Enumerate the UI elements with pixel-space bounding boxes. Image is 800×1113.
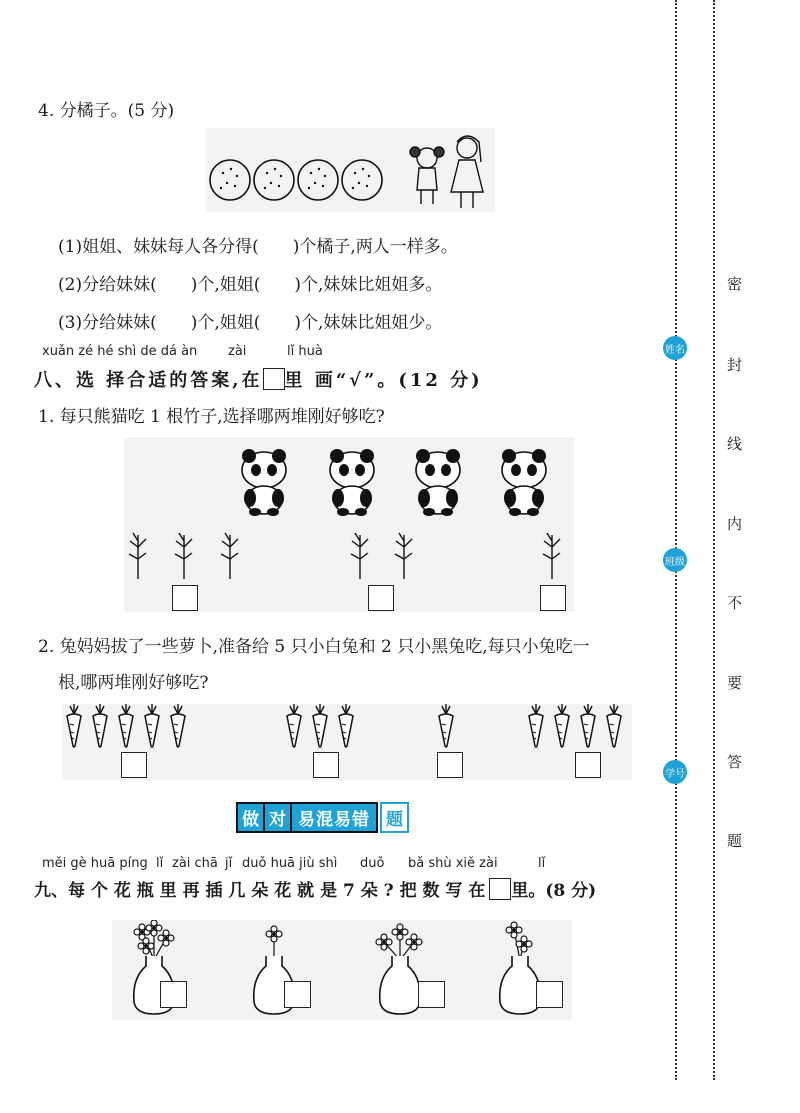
carrot-icon [607,704,621,747]
carrot-icon [313,704,327,747]
q4-line2: (2)分给妹妹( )个,姐姐( )个,妹妹比姐姐多。 [58,275,443,295]
s9-pinyin-6: duǒ [360,856,385,871]
carrot-icon [171,704,185,747]
s9-pinyin-8: lǐ [538,856,546,871]
s9-title [34,876,596,901]
carrot-icon [529,704,543,747]
s8-q2-line2: 根,哪两堆刚好够吃? [58,673,209,693]
carrot-icon [119,704,133,747]
s8-q2-line1: 2. 兔妈妈拔了一些萝卜,准备给 5 只小白兔和 2 只小黑兔吃,每只小兔吃一 [38,637,590,657]
carrot-choice-box-2[interactable] [313,752,339,778]
s8-pinyin-3: lǐ huà [287,344,323,359]
carrot-icon [145,704,159,747]
bamboo-icon [351,533,368,579]
carrot-icon [67,704,81,747]
bamboo-choice-box-1[interactable] [172,585,198,611]
panda-icon [416,449,460,516]
s8-q1: 1. 每只熊猫吃 1 根竹子,选择哪两堆刚好够吃? [38,407,385,427]
vase-answer-box-3[interactable] [418,981,445,1008]
bamboo-icon [129,533,146,579]
margin-mark-3: 学号 [663,760,687,784]
section-badge [236,802,409,832]
carrot-icon [339,704,353,747]
bamboo-icon [221,533,238,579]
carrot-choice-box-4[interactable] [575,752,601,778]
answer-box-symbol [263,368,285,390]
margin-char-5: 不 [727,594,743,612]
binding-line-left [675,0,677,1080]
carrot-icon [93,704,107,747]
vase-answer-box-1[interactable] [160,981,187,1008]
answer-box-symbol [489,878,511,900]
margin-char-7: 答 [727,753,743,771]
carrot-choice-box-1[interactable] [121,752,147,778]
panda-icon [242,449,286,516]
s8-pinyin-1: xuǎn zé hé shì de dá àn [42,344,198,359]
s9-pinyin-5: duǒ huā jiù shì [242,856,338,871]
s9-pinyin-4: jǐ [225,856,233,871]
margin-char-2: 封 [727,356,743,374]
margin-char-1: 密 [727,275,743,293]
s8-title-a: 八、选 择合适的答案,在 [34,370,263,391]
bamboo-icon [175,533,192,579]
s8-title-b: 里 画“√”。(12 分) [284,370,483,391]
bamboo-icon [395,533,412,579]
bamboo-choice-box-2[interactable] [368,585,394,611]
margin-mark-1: 姓名 [663,336,687,360]
s9-pinyin-1: měi gè huā píng [42,856,148,871]
bamboo-choice-box-3[interactable] [540,585,566,611]
vase-icon [376,924,422,1014]
vase-answer-box-2[interactable] [284,981,311,1008]
s8-title [34,366,483,392]
margin-mark-2: 班级 [663,548,687,572]
s9-title-a: 九、每 个 花 瓶 里 再 插 几 朵 花 就 是 7 朵 ? 把 数 写 在 [34,881,486,901]
s9-pinyin-3: zài chā [172,856,218,871]
vase-icon [500,922,541,1014]
margin-char-8: 题 [727,832,743,850]
carrot-icon [581,704,595,747]
bamboo-icon [543,533,560,579]
s8-pinyin-2: zài [228,344,247,359]
panda-icon [502,449,546,516]
s9-pinyin-2: lǐ [156,856,164,871]
carrot-icon [287,704,301,747]
vase-answer-box-4[interactable] [536,981,563,1008]
carrot-icon [439,704,453,747]
s9-pinyin-7: bǎ shù xiě zài [408,856,498,871]
carrot-icon [555,704,569,747]
q4-line3: (3)分给妹妹( )个,姐姐( )个,妹妹比姐姐少。 [58,313,443,333]
badge-word-4: 题 [380,802,409,833]
carrot-picture [62,704,632,780]
badge-word-2: 对 [265,802,292,833]
margin-char-4: 内 [727,515,743,533]
orange-picture [205,128,495,212]
binding-line-right [713,0,715,1080]
panda-icon [330,449,374,516]
s9-title-b: 里。(8 分) [511,881,597,901]
q4-line1: (1)姐姐、妹妹每人各分得( )个橘子,两人一样多。 [58,237,458,257]
badge-word-1: 做 [236,802,265,833]
margin-char-3: 线 [727,435,743,453]
badge-word-3: 易混易错 [292,802,378,833]
carrot-choice-box-3[interactable] [437,752,463,778]
margin-char-6: 要 [727,674,743,692]
q4-title: 4. 分橘子。(5 分) [38,101,175,121]
